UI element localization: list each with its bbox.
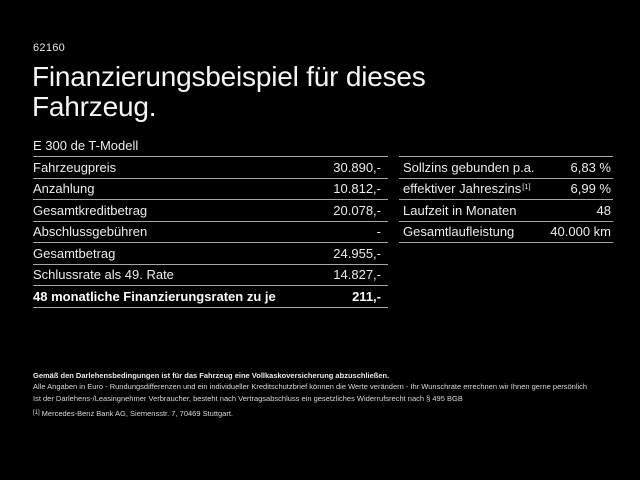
row-value: 211,-: [352, 288, 381, 304]
row-label: Schlussrate als 49. Rate: [33, 267, 174, 283]
legal-line-insurance: Gemäß den Darlehensbedingungen ist für das Fahrzeug eine Vollkaskoversicherung abzuschließen.: [33, 371, 390, 380]
row-label: Fahrzeugpreis: [33, 159, 117, 175]
row-label: Sollzins gebunden p.a.: [403, 159, 535, 175]
table-row-monthly-rate-total: [33, 285, 388, 308]
page-title-line1: Finanzierungsbeispiel für dieses: [32, 61, 426, 92]
table-row: [399, 178, 613, 200]
row-label: Anzahlung: [33, 181, 95, 197]
table-row: [33, 199, 388, 221]
table-row: [33, 178, 388, 200]
row-value: 20.078,-: [333, 202, 381, 218]
row-value: 40.000 km: [550, 224, 611, 240]
table-row: [33, 156, 388, 178]
table-row: [33, 264, 388, 286]
row-value: -: [376, 224, 381, 240]
row-value: 14.827,-: [333, 267, 381, 283]
row-value: 10.812,-: [333, 181, 381, 197]
footnote-bank-address: [33, 408, 615, 419]
page-title-line2: Fahrzeug.: [32, 91, 157, 122]
row-label: Gesamtbetrag: [33, 245, 116, 261]
table-row: [33, 221, 388, 243]
finance-table: [33, 156, 388, 308]
table-row: [399, 221, 613, 244]
page-title: [32, 62, 426, 122]
row-value: 24.955,-: [333, 245, 381, 261]
table-row: [33, 242, 388, 264]
row-value: 30.890,-: [333, 159, 381, 175]
footnote-marker: [1]: [33, 410, 40, 417]
table-row: [399, 199, 613, 221]
row-label: Abschlussgebühren: [33, 224, 148, 240]
row-label: [403, 181, 531, 196]
stock-number: 62160: [33, 42, 66, 54]
vehicle-model: E 300 de T-Modell: [33, 138, 139, 153]
legal-line-euro-note: Alle Angaben in Euro - Rundungsdifferenzen und ein individueller Kreditschutzbrief können die Werte verändern - Ihr Wunschrate errechnen wir Ihnen gerne persönlich: [33, 382, 588, 392]
footnote-text: Mercedes-Benz Bank AG, Siemensstr. 7, 70469 Stuttgart.: [41, 409, 234, 419]
table-row: [399, 156, 613, 178]
legal-footer: [33, 370, 615, 419]
row-value: 48: [596, 202, 611, 218]
row-label: Gesamtkreditbetrag: [33, 202, 148, 218]
legal-line-withdrawal-right: Ist der Darlehens-/Leasingnehmer Verbraucher, besteht nach Vertragsabschluss ein gesetzliches Widerrufsrecht nach § 495 BGB: [33, 393, 463, 403]
row-label: Gesamtlaufleistung: [403, 224, 515, 240]
row-label: Laufzeit in Monaten: [403, 202, 517, 218]
row-label: 48 monatliche Finanzierungsraten zu je: [33, 288, 276, 304]
conditions-table: [399, 156, 613, 243]
row-value: 6,83 %: [570, 159, 611, 175]
row-label-text: effektiver Jahreszins: [403, 181, 522, 197]
row-value: 6,99 %: [570, 181, 611, 197]
footnote-reference: [1]: [522, 182, 531, 192]
